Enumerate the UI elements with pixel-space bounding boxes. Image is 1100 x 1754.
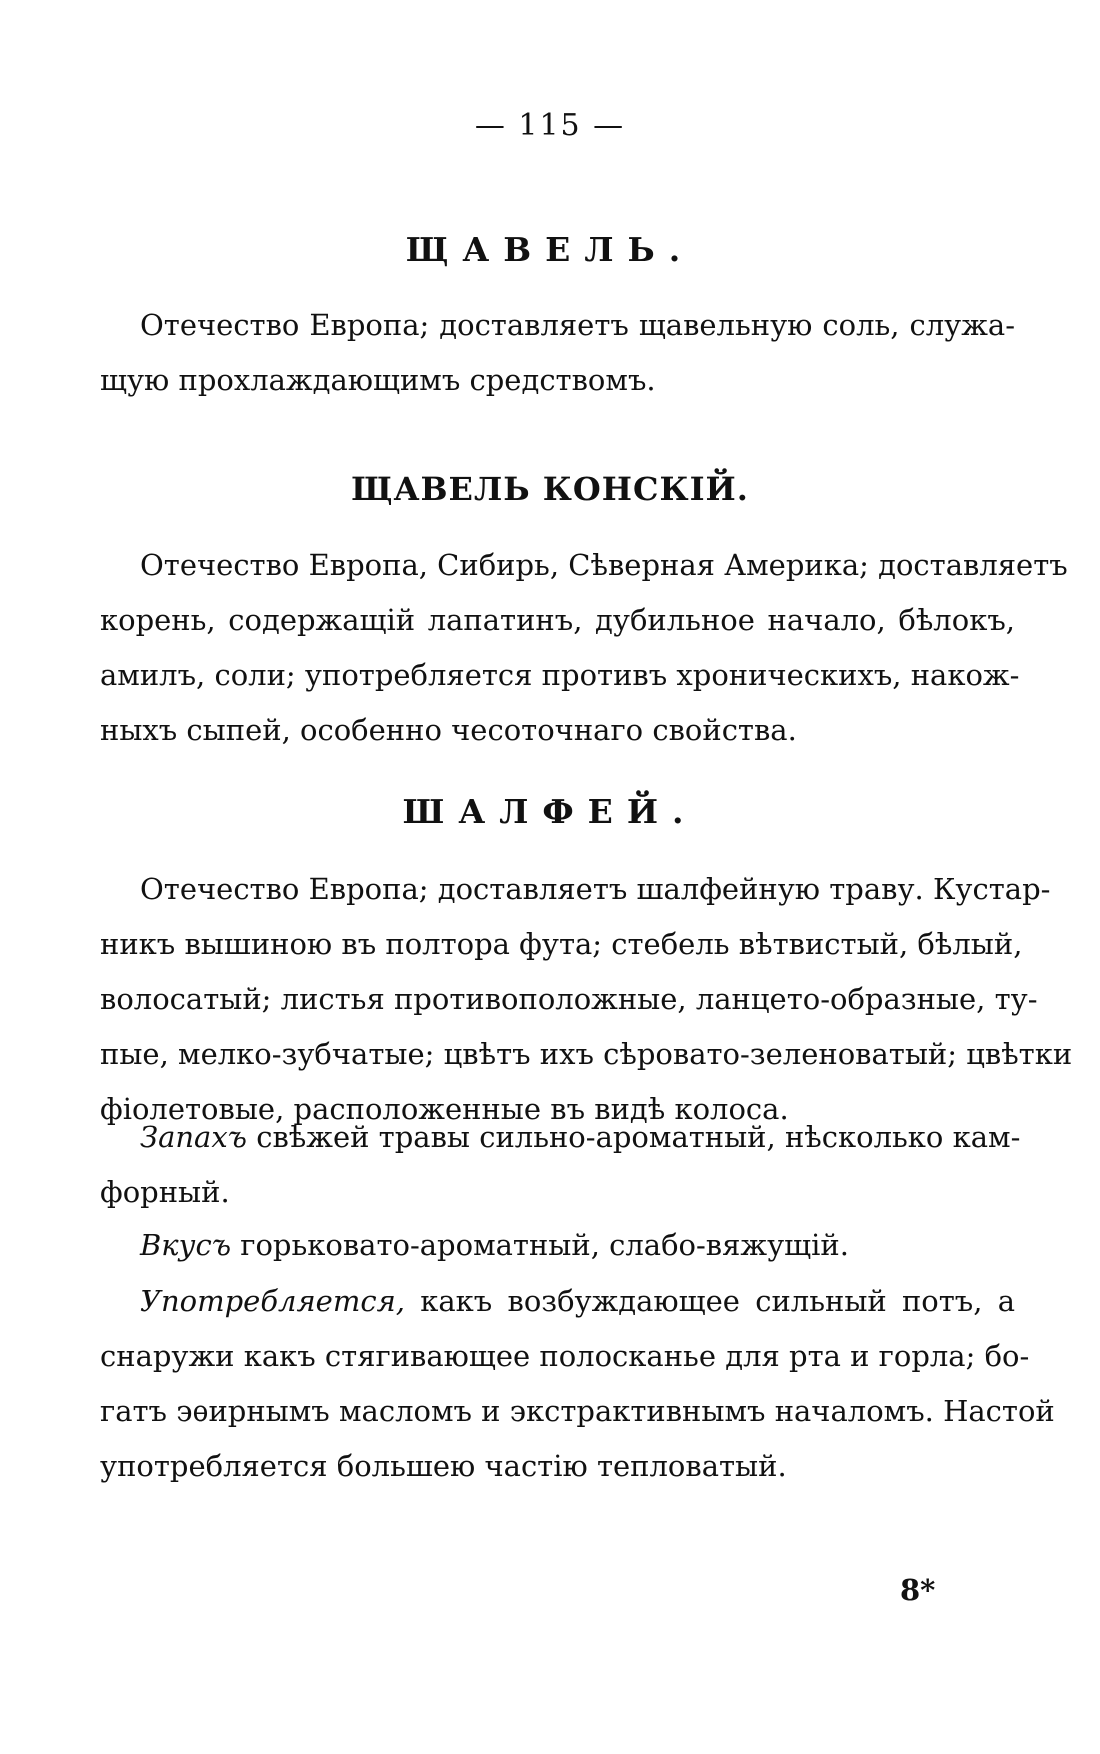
lead-term: Вкусъ — [140, 1228, 232, 1262]
text-line: снаружи какъ стягивающее полосканье для рта и горла; бо- — [100, 1339, 1030, 1373]
paragraph-shchavel — [100, 298, 1015, 408]
line-rest: свѣжей травы сильно-ароматный, нѣсколько кам- — [247, 1120, 1021, 1154]
paragraph-shalfey-taste — [100, 1218, 1015, 1273]
text-line — [100, 1110, 1021, 1165]
signature-mark: 8* — [900, 1573, 936, 1607]
lead-term: Запахъ — [140, 1120, 248, 1154]
text-line: Отечество Европа; доставляетъ шалфейную траву. Кустар- — [140, 872, 1051, 906]
text-line: ныхъ сыпей, особенно чесоточнаго свойства. — [100, 713, 797, 747]
text-line: щую прохлаждающимъ средствомъ. — [100, 363, 656, 397]
text-line: фіолетовые, расположенные въ видѣ колоса. — [100, 1092, 789, 1126]
section-heading-shalfey: ШАЛФЕЙ. — [402, 792, 698, 831]
paragraph-shchavel-konskiy — [100, 538, 1068, 758]
text-line: никъ вышиною въ полтора фута; стебель вѣтвистый, бѣлый, — [100, 927, 1023, 961]
text-line: форный. — [100, 1175, 230, 1209]
text-line: пые, мелко-зубчатые; цвѣтъ ихъ сѣровато-зеленоватый; цвѣтки — [100, 1037, 1073, 1071]
line-rest: горьковато-ароматный, слабо-вяжущій. — [231, 1228, 849, 1262]
line-rest: какъ возбуждающее сильный потъ, а — [405, 1284, 1015, 1318]
section-heading-shchavel-konskiy: ЩАВЕЛЬ КОНСКІЙ. — [351, 470, 749, 508]
lead-term: Употребляется, — [140, 1284, 406, 1318]
page-number: — 115 — — [474, 108, 626, 143]
text-line — [100, 1274, 1015, 1329]
text-line: корень, содержащій лапатинъ, дубильное начало, бѣлокъ, — [100, 603, 1015, 637]
section-heading-shchavel: ЩАВЕЛЬ. — [405, 230, 695, 269]
text-line: гатъ эѳирнымъ масломъ и экстрактивнымъ началомъ. Настой — [100, 1394, 1055, 1428]
paragraph-shalfey-usage — [100, 1274, 1055, 1494]
text-line: Отечество Европа, Сибирь, Сѣверная Америка; доставляетъ — [140, 548, 1068, 582]
text-line: Отечество Европа; доставляетъ щавельную соль, служа- — [140, 308, 1015, 342]
text-line: амилъ, соли; употребляется противъ хроническихъ, накож- — [100, 658, 1020, 692]
text-line: волосатый; листья противоположные, ланцето-образные, ту- — [100, 982, 1038, 1016]
text-line: употребляется большею частію тепловатый. — [100, 1449, 787, 1483]
paragraph-shalfey-smell — [100, 1110, 1021, 1220]
text-line — [100, 1218, 1015, 1273]
